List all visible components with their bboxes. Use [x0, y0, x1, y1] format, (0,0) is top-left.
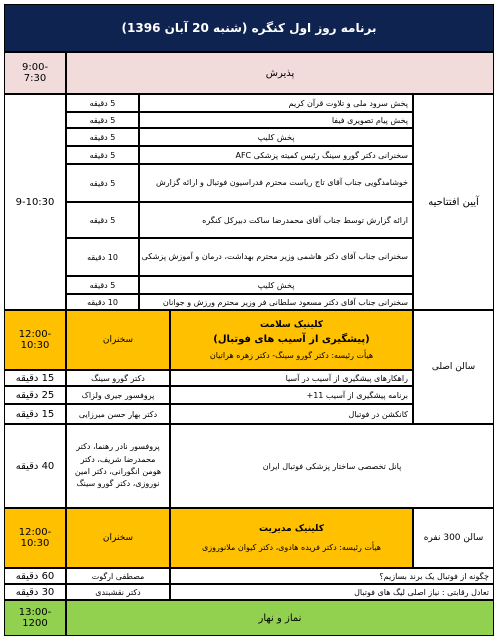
clinic2-item-speaker: مصطفی ارگوت: [66, 568, 170, 584]
opening-item-text: خوشامدگویی جناب آقای تاج ریاست محترم فدراسیون فوتبال و ارائه گزارش: [139, 164, 413, 202]
clinic1-item-topic: پانل تخصصی ساختار پزشکی فوتبال ایران: [170, 424, 494, 508]
clinic2-item-duration: 30 دقیقه: [4, 584, 66, 600]
opening-item-duration: 5 دقیقه: [66, 164, 139, 202]
schedule-table: [4, 4, 494, 636]
opening-item-text: پخش سرود ملی و تلاوت قرآن کریم: [139, 94, 413, 112]
clinic2-time: -12:00 10:30: [4, 508, 66, 568]
clinic2-header: [170, 508, 413, 568]
clinic1-item-speaker: پروفسور جیری ولزاک: [66, 386, 170, 404]
clinic2-hall: سالن 300 نفره: [413, 508, 494, 568]
opening-item-text: پخش پیام تصویری فیفا: [139, 112, 413, 128]
clinic2-item-topic: چگونه از فوتبال یک برند بسازیم؟: [170, 568, 494, 584]
clinic1-item-topic: برنامه پیشگیری از آسیب 11+: [170, 386, 413, 404]
opening-item-text: پخش کلیپ: [139, 128, 413, 146]
opening-item-duration: 5 دقیقه: [66, 276, 139, 294]
clinic1-item-speaker: دکتر بهار حسن میرزایی: [66, 404, 170, 424]
opening-item-duration: 5 دقیقه: [66, 202, 139, 238]
opening-item-text: ارائه گزارش توسط جناب آقای محمدرضا ساکت دبیرکل کنگره: [139, 202, 413, 238]
clinic1-item-topic: راهکارهای پیشگیری از آسیب در آسیا: [170, 370, 413, 386]
clinic1-time: -12:00 10:30: [4, 310, 66, 370]
clinic1-title: کلینیک سلامت: [259, 319, 324, 330]
clinic1-board: هیأت رئیسه: دکتر گورو سینگ- دکتر زهره هراتیان: [209, 350, 374, 360]
clinic1-item-topic: کانکشن در فوتبال: [170, 404, 413, 424]
lunch-time: -13:00 1200: [4, 600, 66, 636]
opening-item-text: سخنرانی دکتر گورو سینگ رئیس کمیته پزشکی AFC: [139, 146, 413, 164]
clinic2-item-speaker: دکتر نقشبندی: [66, 584, 170, 600]
opening-item-text: سخنرانی جناب آقای دکتر مسعود سلطانی فر وزیر محترم ورزش و جوانان: [139, 294, 413, 310]
clinic1-item-duration: 15 دقیقه: [4, 370, 66, 386]
clinic2-title: کلینیک مدیریت: [259, 524, 324, 535]
opening-item-duration: 10 دقیقه: [66, 238, 139, 276]
clinic1-speaker-header: سخنران: [66, 310, 170, 370]
opening-time: 9-10:30: [4, 94, 66, 310]
opening-item-text: سخنرانی جناب آقای دکتر هاشمی وزیر محترم بهداشت، درمان و آموزش پزشکی: [139, 238, 413, 276]
opening-item-text: پخش کلیپ: [139, 276, 413, 294]
clinic1-item-speaker: دکتر گورو سینگ: [66, 370, 170, 386]
opening-section: آیین افتتاحیه: [413, 94, 494, 310]
opening-item-duration: 10 دقیقه: [66, 294, 139, 310]
clinic1-item-duration: 25 دقیقه: [4, 386, 66, 404]
page-title: [4, 4, 494, 52]
clinic1-item-duration: 15 دقیقه: [4, 404, 66, 424]
clinic1-header: [170, 310, 413, 370]
lunch-label: نماز و نهار: [66, 600, 494, 636]
reception-time: -9:00 7:30: [4, 52, 66, 94]
opening-item-duration: 5 دقیقه: [66, 94, 139, 112]
opening-item-duration: 5 دقیقه: [66, 128, 139, 146]
opening-item-duration: 5 دقیقه: [66, 112, 139, 128]
clinic1-item-speaker: پروفسور نادر رهنما، دکتر محمدرضا شریف، دکتر هومن انگورانی، دکتر امین نوروزی، دکتر گورو سینگ: [66, 424, 170, 508]
clinic1-hall: سالن اصلی: [413, 310, 494, 424]
clinic1-item-duration: 40 دقیقه: [4, 424, 66, 508]
clinic2-item-duration: 60 دقیقه: [4, 568, 66, 584]
opening-item-duration: 5 دقیقه: [66, 146, 139, 164]
clinic2-board: هیأت رئیسه: دکتر فریده هادوی، دکتر کیوان ملانوروزی: [202, 542, 381, 552]
title-text: برنامه روز اول کنگره (شنبه 20 آبان 1396): [121, 21, 377, 35]
clinic1-subtitle: (پیشگیری از آسیب های فوتبال): [213, 334, 370, 346]
clinic2-item-topic: تعادل رقابتی : نیاز اصلی لیگ های فوتبال: [170, 584, 494, 600]
reception-label: پذیرش: [66, 52, 494, 94]
clinic2-speaker-header: سخنران: [66, 508, 170, 568]
